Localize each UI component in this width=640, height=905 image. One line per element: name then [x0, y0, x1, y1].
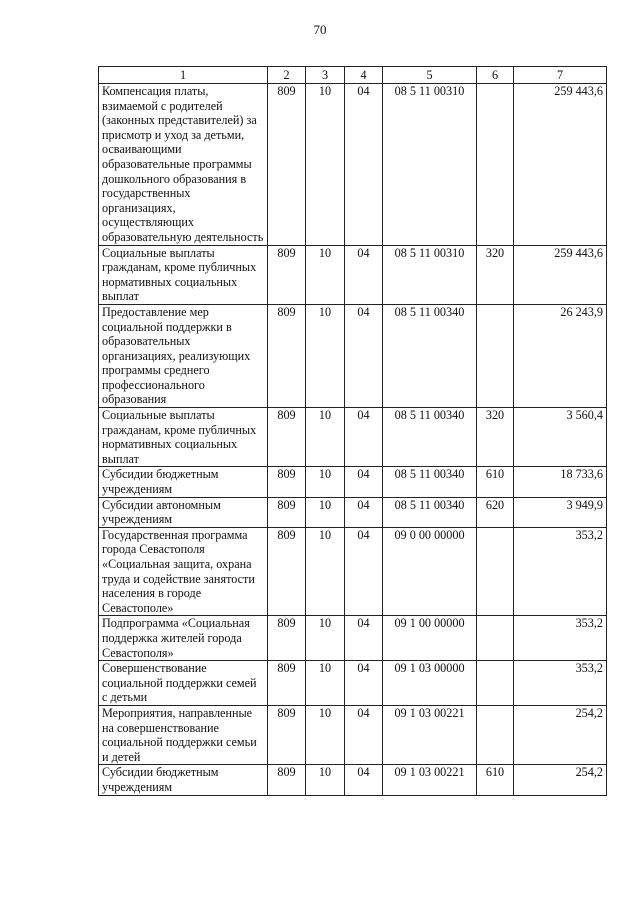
subsection-code-cell: 04 [345, 497, 383, 527]
expense-type-cell: 610 [477, 765, 514, 795]
column-header: 5 [383, 67, 477, 84]
table-row [99, 497, 607, 527]
page-number: 70 [313, 22, 327, 37]
budget-table [98, 66, 607, 796]
ministry-code-cell: 809 [268, 467, 306, 497]
amount-cell: 259 443,6 [514, 245, 607, 304]
expense-type-cell [477, 661, 514, 706]
expense-type-cell [477, 304, 514, 407]
section-code-cell: 10 [306, 705, 345, 764]
amount-cell: 3 949,9 [514, 497, 607, 527]
target-article-cell: 08 5 11 00340 [383, 408, 477, 467]
expense-type-cell: 620 [477, 497, 514, 527]
target-article-cell: 09 1 00 00000 [383, 616, 477, 661]
ministry-code-cell: 809 [268, 84, 306, 246]
expense-type-cell: 320 [477, 408, 514, 467]
subsection-code-cell: 04 [345, 467, 383, 497]
expense-type-cell [477, 705, 514, 764]
expense-type-cell [477, 616, 514, 661]
amount-cell: 18 733,6 [514, 467, 607, 497]
subsection-code-cell: 04 [345, 245, 383, 304]
section-code-cell: 10 [306, 467, 345, 497]
ministry-code-cell: 809 [268, 765, 306, 795]
ministry-code-cell: 809 [268, 705, 306, 764]
table-row [99, 616, 607, 661]
section-code-cell: 10 [306, 408, 345, 467]
subsection-code-cell: 04 [345, 84, 383, 246]
table-row [99, 527, 607, 616]
item-name-cell: Субсидии автономным учреждениям [99, 497, 268, 527]
table-row [99, 408, 607, 467]
column-header: 7 [514, 67, 607, 84]
column-header: 1 [99, 67, 268, 84]
ministry-code-cell: 809 [268, 616, 306, 661]
column-header: 6 [477, 67, 514, 84]
subsection-code-cell: 04 [345, 408, 383, 467]
ministry-code-cell: 809 [268, 527, 306, 616]
target-article-cell: 08 5 11 00310 [383, 84, 477, 246]
amount-cell: 353,2 [514, 616, 607, 661]
expense-type-cell [477, 84, 514, 246]
table-row [99, 765, 607, 795]
section-code-cell: 10 [306, 527, 345, 616]
item-name-cell: Компенсация платы, взимаемой с родителей (законных представителей) за присмотр и уход за детьми, осваивающими образовательные программы дошкольного образования в государственных организациях, осуществляющих образовательную деятельность [99, 84, 268, 246]
expense-type-cell [477, 527, 514, 616]
expense-type-cell: 610 [477, 467, 514, 497]
item-name-cell: Социальные выплаты гражданам, кроме публичных нормативных социальных выплат [99, 408, 268, 467]
subsection-code-cell: 04 [345, 616, 383, 661]
target-article-cell: 08 5 11 00340 [383, 497, 477, 527]
section-code-cell: 10 [306, 616, 345, 661]
target-article-cell: 09 1 03 00000 [383, 661, 477, 706]
table-row [99, 245, 607, 304]
amount-cell: 254,2 [514, 705, 607, 764]
table-row [99, 304, 607, 407]
item-name-cell: Предоставление мер социальной поддержки в образовательных организациях, реализующих программы среднего профессионального образования [99, 304, 268, 407]
column-header: 2 [268, 67, 306, 84]
table-row [99, 84, 607, 246]
subsection-code-cell: 04 [345, 765, 383, 795]
item-name-cell: Субсидии бюджетным учреждениям [99, 467, 268, 497]
item-name-cell: Субсидии бюджетным учреждениям [99, 765, 268, 795]
column-header: 4 [345, 67, 383, 84]
section-code-cell: 10 [306, 304, 345, 407]
amount-cell: 3 560,4 [514, 408, 607, 467]
table-row [99, 467, 607, 497]
amount-cell: 254,2 [514, 765, 607, 795]
ministry-code-cell: 809 [268, 245, 306, 304]
item-name-cell: Социальные выплаты гражданам, кроме публичных нормативных социальных выплат [99, 245, 268, 304]
section-code-cell: 10 [306, 765, 345, 795]
item-name-cell: Подпрограмма «Социальная поддержка жителей города Севастополя» [99, 616, 268, 661]
table-row [99, 705, 607, 764]
amount-cell: 259 443,6 [514, 84, 607, 246]
target-article-cell: 09 1 03 00221 [383, 705, 477, 764]
item-name-cell: Совершенствование социальной поддержки семей с детьми [99, 661, 268, 706]
amount-cell: 26 243,9 [514, 304, 607, 407]
expense-type-cell: 320 [477, 245, 514, 304]
target-article-cell: 09 1 03 00221 [383, 765, 477, 795]
ministry-code-cell: 809 [268, 304, 306, 407]
item-name-cell: Государственная программа города Севастополя «Социальная защита, охрана труда и содействие занятости населения в городе Севастополе» [99, 527, 268, 616]
item-name-cell: Мероприятия, направленные на совершенствование социальной поддержки семьи и детей [99, 705, 268, 764]
section-code-cell: 10 [306, 84, 345, 246]
column-header: 3 [306, 67, 345, 84]
target-article-cell: 08 5 11 00310 [383, 245, 477, 304]
ministry-code-cell: 809 [268, 408, 306, 467]
ministry-code-cell: 809 [268, 661, 306, 706]
subsection-code-cell: 04 [345, 705, 383, 764]
amount-cell: 353,2 [514, 527, 607, 616]
subsection-code-cell: 04 [345, 304, 383, 407]
section-code-cell: 10 [306, 497, 345, 527]
subsection-code-cell: 04 [345, 661, 383, 706]
target-article-cell: 09 0 00 00000 [383, 527, 477, 616]
amount-cell: 353,2 [514, 661, 607, 706]
ministry-code-cell: 809 [268, 497, 306, 527]
section-code-cell: 10 [306, 245, 345, 304]
table-header-row [99, 67, 607, 84]
target-article-cell: 08 5 11 00340 [383, 304, 477, 407]
table-row [99, 661, 607, 706]
target-article-cell: 08 5 11 00340 [383, 467, 477, 497]
subsection-code-cell: 04 [345, 527, 383, 616]
section-code-cell: 10 [306, 661, 345, 706]
